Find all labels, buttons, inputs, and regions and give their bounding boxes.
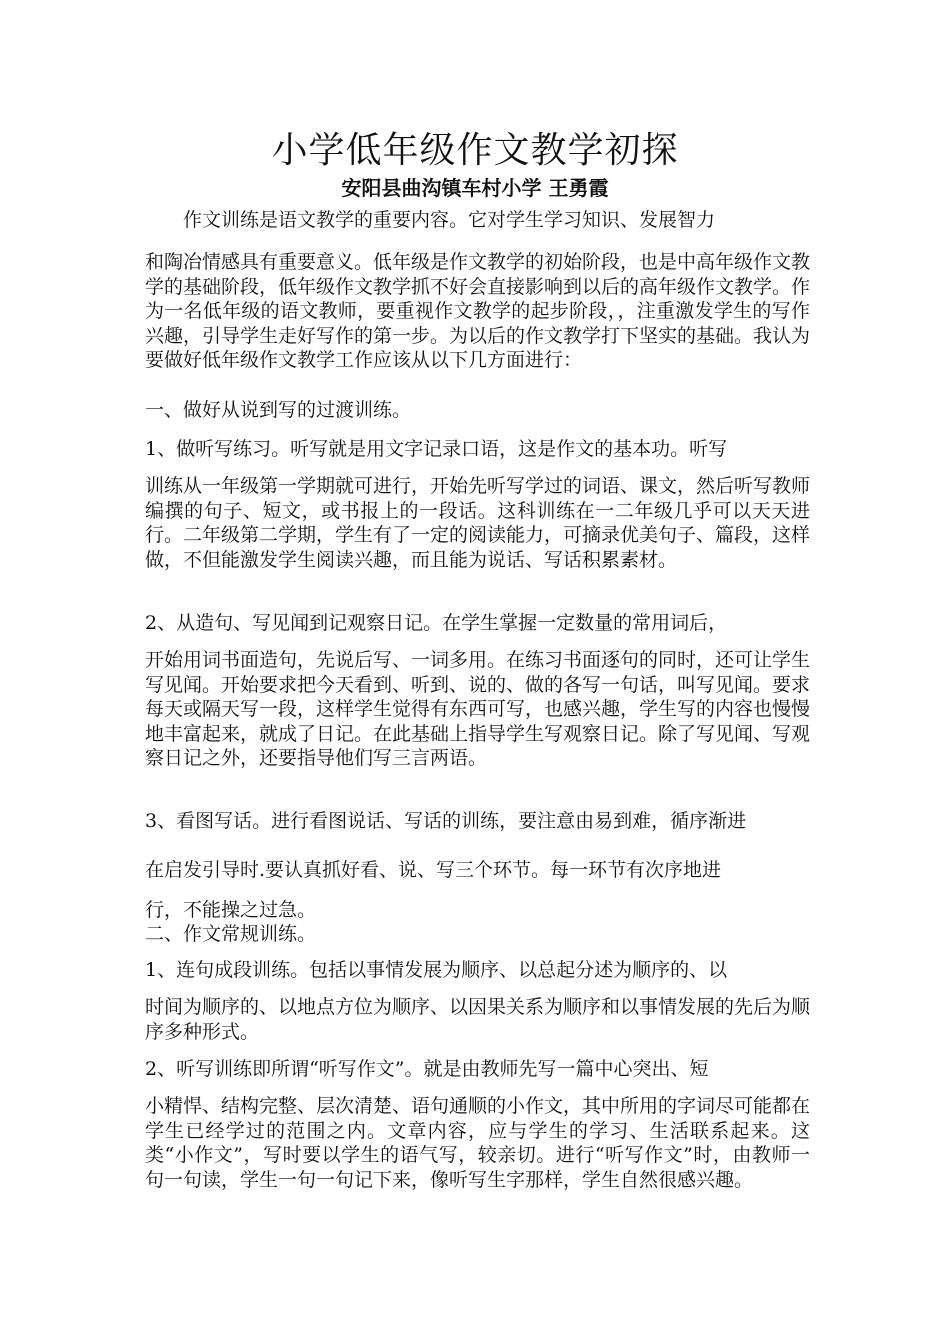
paragraph: 2、听写训练即所谓“听写作文”。就是由教师先写一篇中心突出、短 [145, 1058, 709, 1080]
paragraph: 作文训练是语文教学的重要内容。它对学生学习知识、发展智力 [183, 209, 716, 231]
paragraph: 3、看图写话。进行看图说话、写话的训练，要注意由易到难，循序渐进 [145, 810, 747, 832]
paragraph: 1、连句成段训练。包括以事情发展为顺序、以总起分述为顺序的、以 [145, 959, 728, 981]
paragraph: 时间为顺序的、以地点方位为顺序、以因果关系为顺序和以事情发展的先后为顺序多种形式。 [145, 996, 811, 1043]
paragraph: 和陶冶情感具有重要意义。低年级是作文教学的初始阶段，也是中高年级作文教学的基础阶段，低年级作文教学抓不好会直接影响到以后的高年级作文教学。作为一名低年级的语文教师，要重视作文教学的起步阶段，，注重激发学生的写作兴趣，引导学生走好写作的第一步。为以后的作文教学打下坚实的基础。我认为要做好低年级作文教学工作应该从以下几方面进行： [145, 251, 811, 372]
paragraph: 在启发引导时.要认真抓好看、说、写三个环节。每一环节有次序地进 [145, 859, 722, 881]
paragraph: 行，不能操之过急。 [145, 899, 317, 921]
author-line: 安阳县曲沟镇车村小学 王勇霞 [341, 176, 609, 200]
paragraph: 2、从造句、写见闻到记观察日记。在学生掌握一定数量的常用词后， [145, 612, 728, 634]
document-title: 小学低年级作文教学初探 [271, 130, 679, 171]
paragraph: 训练从一年级第一学期就可进行，开始先听写学过的词语、课文，然后听写教师编撰的句子、短文，或书报上的一段话。这科训练在一二年级几乎可以天天进行。二年级第二学期，学生有了一定的阅读能力，可摘录优美句子、篇段，这样做，不但能激发学生阅读兴趣，而且能为说话、写话积累素材。 [145, 475, 811, 571]
paragraph: 1、做听写练习。听写就是用文字记录口语，这是作文的基本功。听写 [145, 438, 728, 460]
section-heading: 一、做好从说到写的过渡训练。 [145, 399, 412, 421]
paragraph: 小精悍、结构完整、层次清楚、语句通顺的小作文，其中所用的字词尽可能都在学生已经学过的范围之内。文章内容，应与学生的学习、生活联系起来。这类“小作文”，写时要以学生的语气写，较亲切。进行“听写作文”时，由教师一句一句读，学生一句一句记下来，像听写生字那样，学生自然很感兴趣。 [145, 1095, 811, 1191]
section-heading: 二、作文常规训练。 [145, 923, 317, 945]
paragraph: 开始用词书面造句，先说后写、一词多用。在练习书面逐句的同时，还可让学生写见闻。开始要求把今天看到、听到、说的、做的各写一句话，叫写见闻。要求每天或隔天写一段，这样学生觉得有东西可写，也感兴趣，学生写的内容也慢慢地丰富起来，就成了日记。在此基础上指导学生写观察日记。除了写见闻、写观察日记之外，还要指导他们写三言两语。 [145, 649, 811, 770]
